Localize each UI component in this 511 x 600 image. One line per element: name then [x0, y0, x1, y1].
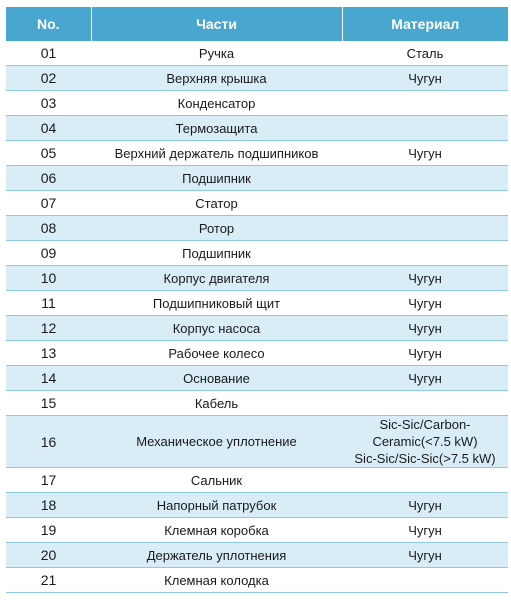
cell-part: Статор: [91, 191, 342, 216]
cell-material: [342, 166, 508, 191]
cell-part: Держатель уплотнения: [91, 543, 342, 568]
cell-part: Верхняя крышка: [91, 66, 342, 91]
cell-part: Подшипник: [91, 241, 342, 266]
cell-part: Напорный патрубок: [91, 493, 342, 518]
cell-part: Корпус насоса: [91, 316, 342, 341]
cell-material: [342, 241, 508, 266]
cell-material: [342, 493, 508, 518]
cell-part: Рабочее колесо: [91, 341, 342, 366]
parts-table-container: [6, 7, 508, 593]
parts-table: [6, 7, 508, 593]
table-row: [6, 116, 508, 141]
material-line: Чугун: [408, 70, 442, 86]
table-row: [6, 241, 508, 266]
cell-part: Механическое уплотнение: [91, 416, 342, 468]
cell-no: 19: [6, 518, 91, 543]
cell-no: 08: [6, 216, 91, 241]
header-no: No.: [6, 7, 91, 41]
cell-part: Клемная колодка: [91, 568, 342, 593]
material-line: Чугун: [408, 320, 442, 336]
cell-material: [342, 316, 508, 341]
cell-part: Основание: [91, 366, 342, 391]
material-line: Чугун: [408, 145, 442, 161]
cell-material: [342, 141, 508, 166]
table-row: [6, 568, 508, 593]
cell-material: [342, 543, 508, 568]
table-row: [6, 543, 508, 568]
cell-material: [342, 266, 508, 291]
cell-no: 10: [6, 266, 91, 291]
cell-part: Ручка: [91, 41, 342, 66]
material-line: Sic-Sic/Carbon-Ceramic(<7.5 kW): [372, 417, 478, 449]
cell-part: Сальник: [91, 468, 342, 493]
cell-part: Конденсатор: [91, 91, 342, 116]
cell-no: 05: [6, 141, 91, 166]
cell-material: [342, 41, 508, 66]
cell-material: [342, 291, 508, 316]
material-line: Чугун: [408, 497, 442, 513]
table-body: [6, 41, 508, 593]
material-line: Чугун: [408, 295, 442, 311]
cell-no: 14: [6, 366, 91, 391]
cell-part: Кабель: [91, 391, 342, 416]
table-row: [6, 316, 508, 341]
cell-no: 12: [6, 316, 91, 341]
cell-part: Клемная коробка: [91, 518, 342, 543]
cell-material: [342, 66, 508, 91]
table-row: [6, 216, 508, 241]
cell-no: 17: [6, 468, 91, 493]
cell-material: [342, 391, 508, 416]
header-row: [6, 7, 508, 41]
material-line: Чугун: [408, 370, 442, 386]
cell-part: Подшипниковый щит: [91, 291, 342, 316]
table-row: [6, 166, 508, 191]
cell-no: 03: [6, 91, 91, 116]
header-material: Материал: [342, 7, 508, 41]
table-row: [6, 291, 508, 316]
header-part: Части: [91, 7, 342, 41]
material-line: Чугун: [408, 547, 442, 563]
cell-material: [342, 341, 508, 366]
material-line: Чугун: [408, 345, 442, 361]
table-row: [6, 266, 508, 291]
cell-material: [342, 116, 508, 141]
table-row: [6, 391, 508, 416]
table-row: [6, 141, 508, 166]
material-line: Sic-Sic/Sic-Sic(>7.5 kW): [354, 451, 496, 466]
cell-no: 07: [6, 191, 91, 216]
table-header: [6, 7, 508, 41]
cell-no: 09: [6, 241, 91, 266]
cell-material: [342, 366, 508, 391]
cell-no: 15: [6, 391, 91, 416]
cell-part: Верхний держатель подшипников: [91, 141, 342, 166]
cell-part: Подшипник: [91, 166, 342, 191]
material-line: Чугун: [408, 270, 442, 286]
cell-no: 18: [6, 493, 91, 518]
cell-material: [342, 91, 508, 116]
table-row: [6, 468, 508, 493]
cell-material: [342, 518, 508, 543]
cell-material: [342, 416, 508, 468]
table-row: [6, 366, 508, 391]
cell-no: 01: [6, 41, 91, 66]
table-row: [6, 66, 508, 91]
material-line: Сталь: [406, 45, 444, 61]
table-row: [6, 191, 508, 216]
table-row: [6, 416, 508, 468]
table-row: [6, 41, 508, 66]
table-row: [6, 341, 508, 366]
cell-material: [342, 468, 508, 493]
cell-no: 04: [6, 116, 91, 141]
cell-no: 16: [6, 416, 91, 468]
cell-material: [342, 216, 508, 241]
cell-no: 21: [6, 568, 91, 593]
cell-part: Термозащита: [91, 116, 342, 141]
cell-material: [342, 191, 508, 216]
cell-part: Ротор: [91, 216, 342, 241]
cell-no: 06: [6, 166, 91, 191]
table-row: [6, 91, 508, 116]
cell-part: Корпус двигателя: [91, 266, 342, 291]
cell-no: 02: [6, 66, 91, 91]
cell-no: 20: [6, 543, 91, 568]
cell-material: [342, 568, 508, 593]
table-row: [6, 518, 508, 543]
cell-no: 13: [6, 341, 91, 366]
cell-no: 11: [6, 291, 91, 316]
table-row: [6, 493, 508, 518]
material-line: Чугун: [408, 522, 442, 538]
